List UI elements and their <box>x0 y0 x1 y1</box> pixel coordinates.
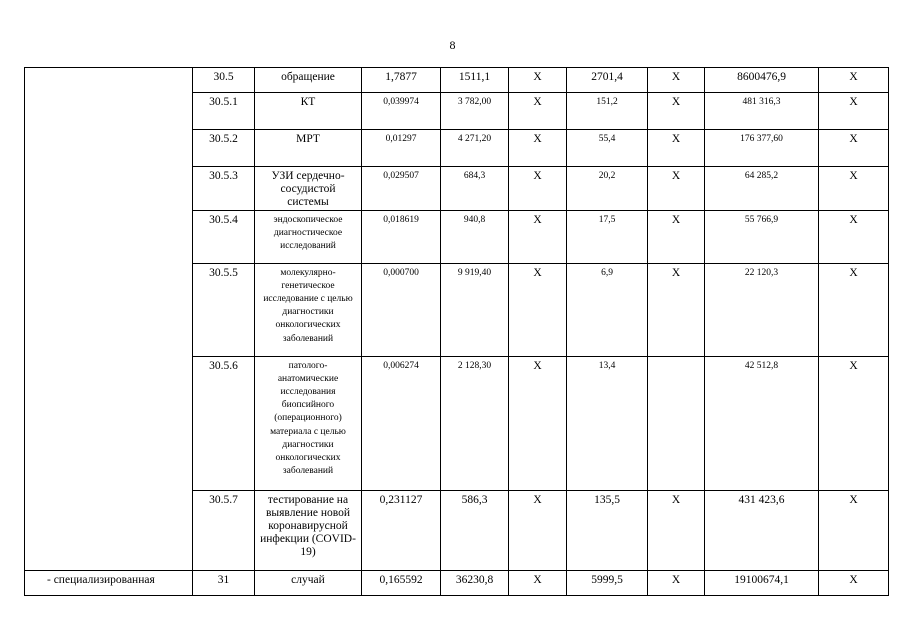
cell-c5: X <box>648 490 705 570</box>
cell-c5: X <box>648 68 705 93</box>
cell-c4: 55,4 <box>567 130 648 167</box>
row-code: 31 <box>193 570 255 595</box>
cell-c4: 20,2 <box>567 167 648 211</box>
row-name: молекулярно-генетическое исследование с целью диагностики онкологических заболеваний <box>255 263 362 356</box>
cell-c5: X <box>648 570 705 595</box>
table-row <box>25 68 889 93</box>
cell-c7: X <box>819 210 889 263</box>
cell-c3: X <box>509 356 567 490</box>
cell-c7: X <box>819 263 889 356</box>
row-name: УЗИ сердечно-сосудистой системы <box>255 167 362 211</box>
cell-c1: 0,231127 <box>362 490 441 570</box>
cell-c5: X <box>648 130 705 167</box>
row-name: эндоскопическое диагностическое исследований <box>255 210 362 263</box>
cell-c1: 0,000700 <box>362 263 441 356</box>
table-row <box>25 570 889 595</box>
cell-c5: X <box>648 263 705 356</box>
row-code: 30.5.2 <box>193 130 255 167</box>
cell-c2: 3 782,00 <box>441 93 509 130</box>
cell-c3: X <box>509 570 567 595</box>
cell-c7: X <box>819 570 889 595</box>
cell-c1: 0,006274 <box>362 356 441 490</box>
cell-c3: X <box>509 130 567 167</box>
cell-c5: X <box>648 167 705 211</box>
row-name: КТ <box>255 93 362 130</box>
row-code: 30.5.7 <box>193 490 255 570</box>
cell-c6: 42 512,8 <box>705 356 819 490</box>
row-name: обращение <box>255 68 362 93</box>
cell-c2: 940,8 <box>441 210 509 263</box>
cell-c2: 684,3 <box>441 167 509 211</box>
row-code: 30.5.5 <box>193 263 255 356</box>
cell-c3: X <box>509 490 567 570</box>
row-label: - специализированная <box>25 570 193 595</box>
cell-c5: X <box>648 93 705 130</box>
page-number: 8 <box>449 38 456 52</box>
cell-c3: X <box>509 167 567 211</box>
cell-c1: 0,018619 <box>362 210 441 263</box>
cell-c5 <box>648 356 705 490</box>
cell-c6: 64 285,2 <box>705 167 819 211</box>
row-name: МРТ <box>255 130 362 167</box>
row-code: 30.5.3 <box>193 167 255 211</box>
cell-c2: 36230,8 <box>441 570 509 595</box>
cell-c1: 0,165592 <box>362 570 441 595</box>
row-code: 30.5.6 <box>193 356 255 490</box>
cell-c6: 8600476,9 <box>705 68 819 93</box>
cell-c1: 1,7877 <box>362 68 441 93</box>
cell-c2: 586,3 <box>441 490 509 570</box>
cell-c6: 431 423,6 <box>705 490 819 570</box>
cell-c6: 176 377,60 <box>705 130 819 167</box>
cell-c2: 9 919,40 <box>441 263 509 356</box>
cell-c1: 0,029507 <box>362 167 441 211</box>
cell-c7: X <box>819 490 889 570</box>
cell-c4: 6,9 <box>567 263 648 356</box>
row-code: 30.5.4 <box>193 210 255 263</box>
row-label-cell <box>25 68 193 571</box>
cell-c3: X <box>509 210 567 263</box>
cell-c7: X <box>819 167 889 211</box>
data-table <box>24 67 889 596</box>
cell-c3: X <box>509 93 567 130</box>
cell-c6: 19100674,1 <box>705 570 819 595</box>
cell-c5: X <box>648 210 705 263</box>
row-name: патолого-анатомические исследования биопсийного (операционного) материала с целью диагностики онкологических заболеваний <box>255 356 362 490</box>
cell-c6: 22 120,3 <box>705 263 819 356</box>
row-code: 30.5.1 <box>193 93 255 130</box>
cell-c7: X <box>819 68 889 93</box>
cell-c4: 135,5 <box>567 490 648 570</box>
cell-c4: 5999,5 <box>567 570 648 595</box>
row-name: тестирование на выявление новой коронавирусной инфекции (COVID-19) <box>255 490 362 570</box>
cell-c2: 2 128,30 <box>441 356 509 490</box>
cell-c7: X <box>819 130 889 167</box>
cell-c4: 17,5 <box>567 210 648 263</box>
cell-c1: 0,01297 <box>362 130 441 167</box>
row-name: случай <box>255 570 362 595</box>
cell-c2: 1511,1 <box>441 68 509 93</box>
cell-c6: 55 766,9 <box>705 210 819 263</box>
cell-c7: X <box>819 93 889 130</box>
cell-c3: X <box>509 68 567 93</box>
cell-c6: 481 316,3 <box>705 93 819 130</box>
cell-c1: 0,039974 <box>362 93 441 130</box>
cell-c3: X <box>509 263 567 356</box>
cell-c4: 2701,4 <box>567 68 648 93</box>
cell-c2: 4 271,20 <box>441 130 509 167</box>
cell-c7: X <box>819 356 889 490</box>
cell-c4: 151,2 <box>567 93 648 130</box>
row-code: 30.5 <box>193 68 255 93</box>
cell-c4: 13,4 <box>567 356 648 490</box>
